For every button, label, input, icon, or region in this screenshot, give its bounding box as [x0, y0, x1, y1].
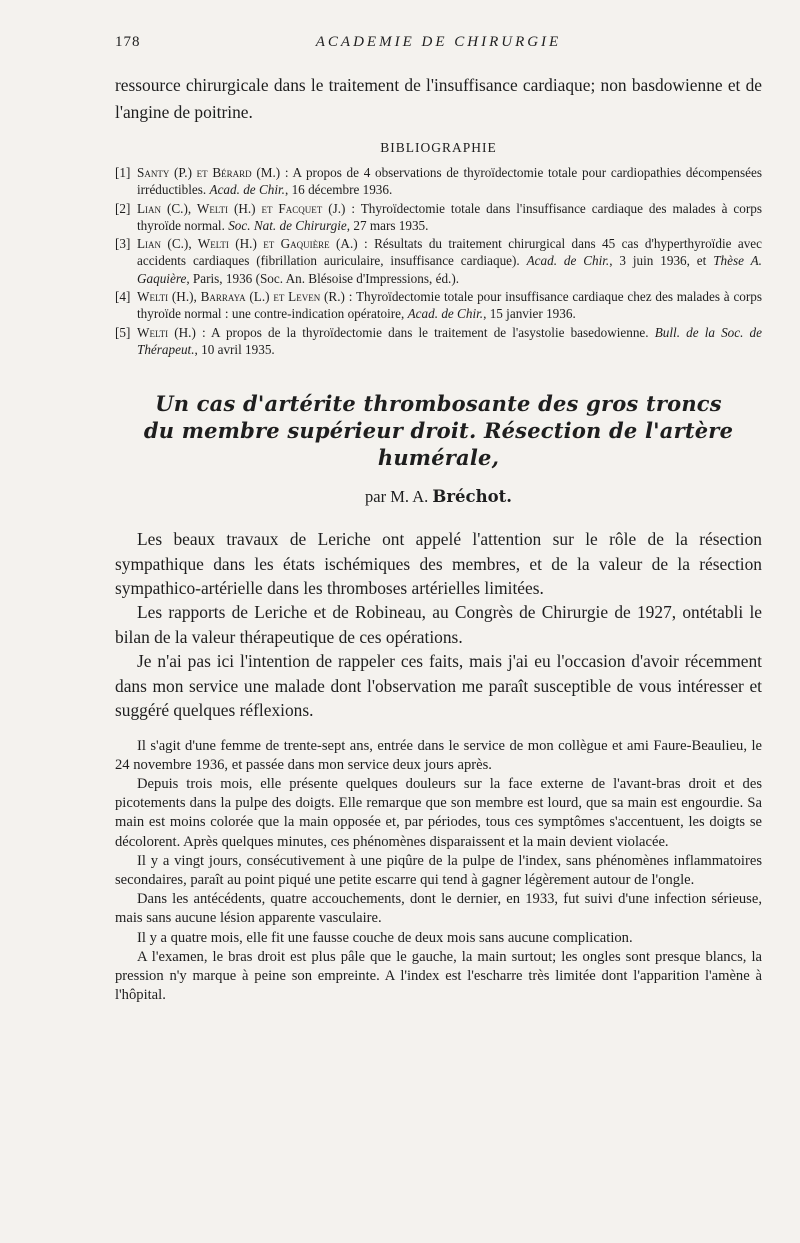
body	[115, 72, 762, 1005]
intro-paragraph-2: Les rapports de Leriche et de Robineau, au Congrès de Chirurgie de 1927, ontétabli le bilan de la valeur thérapeutique de ces opérations.	[115, 602, 762, 647]
article-title	[115, 390, 762, 471]
reference-1: [1] Santy (P.) et Bérard (M.) : A propos de 4 observations de thyroïdectomie totale pour cardiopathies décompensées irréductibles. Acad. de Chir., 16 décembre 1936.	[115, 165, 762, 198]
case-paragraph-3: Il y a vingt jours, consécutivement à une piqûre de la pulpe de l'index, sans phénomènes inflammatoires secondaires, paraît au point piqué une petite escarre qui tend à gagner légèrement autour de l'ongle.	[115, 852, 762, 888]
case-paragraph-1: Il s'agit d'une femme de trente-sept ans, entrée dans le service de mon collègue et ami Faure-Beaulieu, le 24 novembre 1936, et passée dans mon service deux jours après.	[115, 737, 762, 773]
page-number: 178	[115, 34, 141, 50]
reference-4: [4] Welti (H.), Barraya (L.) et Leven (R.) : Thyroïdectomie totale pour insuffisance cardiaque chez des malades à corps thyroïde normal : une contre-indication opératoire, Acad. de Chir., 15 janvier 1936.	[115, 289, 763, 322]
article-title-line-2: du membre supérieur droit. Résection de l'artère humérale,	[143, 418, 734, 471]
intro-paragraph-1: Les beaux travaux de Leriche ont appelé l'attention sur le rôle de la résection sympathique dans les états ischémiques des membres, et de la valeur de la résection sympathico-artérielle dans les thromboses artérielles limitées.	[115, 529, 762, 599]
byline-prefix: par M. A.	[365, 487, 433, 507]
reference-2: [2] Lian (C.), Welti (H.) et Facquet (J.) : Thyroïdectomie totale dans l'insuffisance cardiaque des malades à corps thyroïde normal. Soc. Nat. de Chirurgie, 27 mars 1935.	[115, 200, 762, 233]
continuation-paragraph: ressource chirurgicale dans le traitement de l'insuffisance cardiaque; non basdowienne et de l'angine de poitrine.	[115, 75, 762, 122]
case-paragraph-4: Dans les antécédents, quatre accouchements, dont le dernier, en 1933, fut suivi d'une infection sérieuse, mais sans aucune lésion apparente vasculaire.	[115, 891, 762, 927]
author-name: Bréchot.	[432, 487, 512, 507]
intro-paragraph-3: Je n'ai pas ici l'intention de rappeler ces faits, mais j'ai eu l'occasion d'avoir récemment dans mon service une malade dont l'observation me paraît susceptible de vous intéresser et suggéré quelques réflexions.	[115, 651, 762, 721]
reference-3: [3] Lian (C.), Welti (H.) et Gaquière (A.) : Résultats du traitement chirurgical dans 45 cas d'hyperthyroïdie avec accidents cardiaques (fibrillation auriculaire, insuffisance cardiaque). Acad. de Chir., 3 juin 1936, et Thèse A. Gaquière, Paris, 1936 (Soc. An. Blésoise d'Impressions, éd.).	[115, 236, 762, 286]
reference-5: [5] Welti (H.) : A propos de la thyroïdectomie dans le traitement de l'asystolie basedowienne. Bull. de la Soc. de Thérapeut., 10 avril 1935.	[115, 324, 762, 357]
bibliography-list	[115, 164, 762, 358]
journal-title: ACADEMIE DE CHIRURGIE	[315, 34, 562, 50]
case-paragraph-6: A l'examen, le bras droit est plus pâle que le gauche, la main surtout; les ongles sont presque blancs, la pression n'y marque à peine son empreinte. A l'index est l'escharre très limitée dont l'apparition l'amène à l'hôpital.	[115, 948, 762, 1004]
case-paragraph-2: Depuis trois mois, elle présente quelques douleurs sur la face externe de l'avant-bras droit et des picotements dans la pulpe des doigts. Elle remarque que son membre est lourd, que sa main est engourdie. Sa main est moins colorée que la main opposée et, par périodes, tous ces symptômes s'accentuent, les doigts se décolorent. Après quelques minutes, ces phénomènes disparaissent et la main devient violacée.	[115, 775, 762, 850]
bibliography-heading: BIBLIOGRAPHIE	[380, 140, 497, 155]
running-head	[115, 34, 762, 54]
byline	[115, 487, 762, 507]
article-title-line-1: Un cas d'artérite thrombosante des gros troncs	[155, 391, 722, 417]
case-paragraph-5: Il y a quatre mois, elle fit une fausse couche de deux mois sans aucune complication.	[137, 929, 633, 946]
